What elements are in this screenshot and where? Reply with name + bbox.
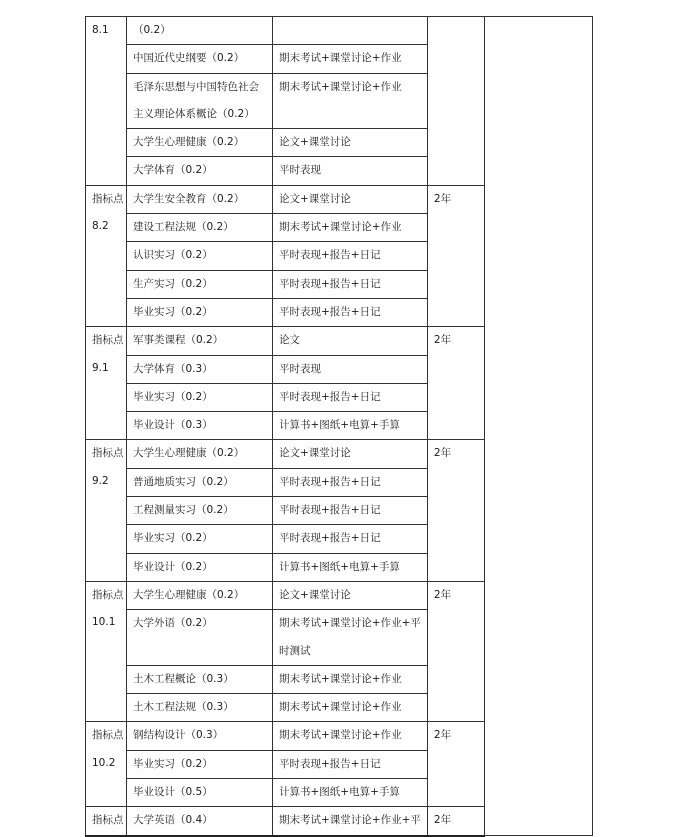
- indicator-label: 指标点: [92, 192, 124, 205]
- indicator-label: 指标点: [92, 447, 124, 460]
- course-cell: 大学体育（0.2）: [127, 157, 273, 185]
- method-cell: 计算书+图纸+电算+手算: [273, 779, 428, 807]
- indicator-cell: [86, 185, 127, 326]
- course-cell: 大学生安全教育（0.2）: [127, 185, 273, 213]
- method-cell: 平时表现+报告+日记: [273, 750, 428, 778]
- indicator-cell: [86, 440, 127, 581]
- course-cell: 毕业设计（0.5）: [127, 779, 273, 807]
- course-cell: 生产实习（0.2）: [127, 270, 273, 298]
- years-cell: 2年: [427, 581, 484, 721]
- years-cell: 2年: [427, 440, 484, 581]
- course-cell: 毕业实习（0.2）: [127, 383, 273, 411]
- course-cell: 毕业实习（0.2）: [127, 750, 273, 778]
- course-cell: 土木工程概论（0.3）: [127, 665, 273, 693]
- method-cell: 平时表现+报告+日记: [273, 525, 428, 553]
- method-cell: 计算书+图纸+电算+手算: [273, 412, 428, 440]
- indicator-label: 指标点: [92, 814, 124, 827]
- method-cell: 平时表现+报告+日记: [273, 468, 428, 496]
- method-cell: 计算书+图纸+电算+手算: [273, 553, 428, 581]
- course-cell: 大学体育（0.3）: [127, 355, 273, 383]
- course-cell: 建设工程法规（0.2）: [127, 214, 273, 242]
- years-cell: 2年: [427, 185, 484, 326]
- indicator-cell: [86, 807, 127, 836]
- course-cell: 认识实习（0.2）: [127, 242, 273, 270]
- method-cell: [273, 610, 428, 666]
- method-cell: 平时表现+报告+日记: [273, 242, 428, 270]
- indicator-cell: [86, 722, 127, 807]
- method-cell: 论文: [273, 327, 428, 355]
- method-cell: 论文+课堂讨论: [273, 185, 428, 213]
- method-cell: 平时表现+报告+日记: [273, 270, 428, 298]
- course-cell: 普通地质实习（0.2）: [127, 468, 273, 496]
- course-cell: 毕业设计（0.2）: [127, 553, 273, 581]
- method-cell: [273, 17, 428, 45]
- table-row: [86, 17, 593, 45]
- years-cell: 2年: [427, 722, 484, 807]
- indicator-cell: [86, 581, 127, 721]
- method-line: 期末考试+课堂讨论+作业+平: [279, 617, 421, 630]
- course-cell: 毕业设计（0.3）: [127, 412, 273, 440]
- course-cell: 军事类课程（0.2）: [127, 327, 273, 355]
- course-cell: 工程测量实习（0.2）: [127, 497, 273, 525]
- course-cell: 大学外语（0.2）: [127, 610, 273, 666]
- method-cell: 期末考试+课堂讨论+作业: [273, 694, 428, 722]
- course-cell: 大学生心理健康（0.2）: [127, 440, 273, 468]
- course-cell: 大学生心理健康（0.2）: [127, 129, 273, 157]
- indicator-number: 10.2: [92, 756, 116, 769]
- course-cell: 大学生心理健康（0.2）: [127, 581, 273, 609]
- method-cell: 平时表现: [273, 355, 428, 383]
- method-cell: 论文+课堂讨论: [273, 581, 428, 609]
- indicator-number: 9.2: [92, 474, 109, 487]
- course-cell: 大学英语（0.4）: [127, 807, 273, 836]
- remarks-cell: [484, 17, 592, 836]
- course-cell: [127, 73, 273, 129]
- method-cell: 论文+课堂讨论: [273, 440, 428, 468]
- method-cell: 论文+课堂讨论: [273, 129, 428, 157]
- method-cell: 期末考试+课堂讨论+作业: [273, 665, 428, 693]
- years-cell: 2年: [427, 807, 484, 836]
- indicator-number: 10.1: [92, 616, 116, 629]
- indicator-number: 8.2: [92, 220, 109, 233]
- years-cell: [427, 17, 484, 186]
- course-cell: 土木工程法规（0.3）: [127, 694, 273, 722]
- indicator-number: 9.1: [92, 361, 109, 374]
- indicator-number: 8.1: [92, 24, 109, 36]
- method-cell: 平时表现+报告+日记: [273, 497, 428, 525]
- course-line: 主义理论体系概论（0.2）: [133, 107, 255, 120]
- method-cell: 期末考试+课堂讨论+作业: [273, 722, 428, 750]
- method-cell: 平时表现+报告+日记: [273, 298, 428, 326]
- method-line: 时测试: [279, 644, 311, 657]
- indicator-label: 指标点: [92, 729, 124, 742]
- indicator-label: 指标点: [92, 588, 124, 601]
- indicator-cell: [86, 327, 127, 440]
- indicator-cell: [86, 17, 127, 186]
- method-cell: 平时表现+报告+日记: [273, 383, 428, 411]
- indicator-course-table: [85, 16, 593, 837]
- indicator-label: 指标点: [92, 334, 124, 347]
- course-cell: 毕业实习（0.2）: [127, 298, 273, 326]
- course-cell: 毕业实习（0.2）: [127, 525, 273, 553]
- years-cell: 2年: [427, 327, 484, 440]
- course-cell: 钢结构设计（0.3）: [127, 722, 273, 750]
- method-cell: 期末考试+课堂讨论+作业: [273, 73, 428, 129]
- course-line: 毛泽东思想与中国特色社会: [133, 80, 259, 93]
- method-cell: 期末考试+课堂讨论+作业: [273, 45, 428, 73]
- course-cell: 中国近代史纲要（0.2）: [127, 45, 273, 73]
- course-cell: （0.2）: [127, 17, 273, 45]
- method-cell: 期末考试+课堂讨论+作业: [273, 214, 428, 242]
- method-cell: 期末考试+课堂讨论+作业+平: [273, 807, 428, 836]
- method-cell: 平时表现: [273, 157, 428, 185]
